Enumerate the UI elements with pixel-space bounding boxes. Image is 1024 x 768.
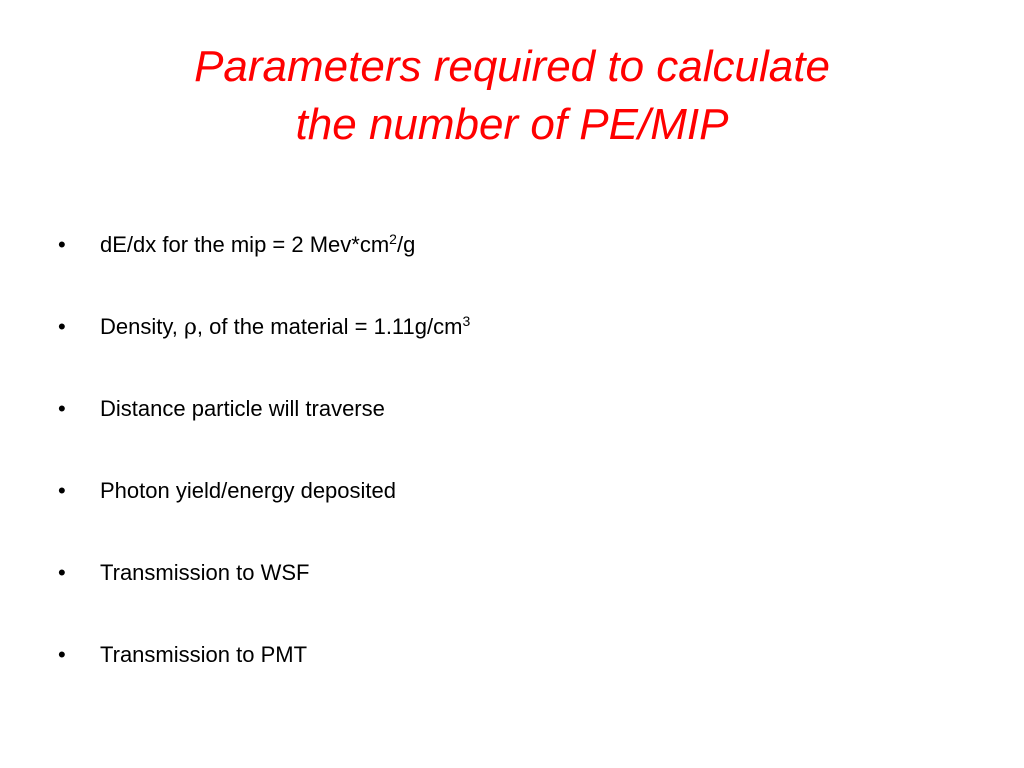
bullet-text [100,226,415,264]
bullet-text [100,308,470,347]
bullet-icon: • [58,478,66,503]
slide-title-line-1: Parameters required to calculate [194,42,830,91]
bullet-text-main: Density, [100,314,184,339]
bullet-icon: • [58,232,66,257]
bullet-text: Transmission to PMT [100,642,308,667]
bullet-list [58,226,958,718]
bullet-item-dedx [58,226,958,308]
bullet-icon: • [58,642,66,667]
bullet-text-suffix: , of the material = 1.11g/cm [196,314,463,339]
bullet-item-distance [58,390,958,472]
superscript: 3 [462,313,471,329]
bullet-text: Distance particle will traverse [100,396,385,421]
bullet-text-suffix: /g [396,232,416,257]
bullet-icon: • [58,314,66,339]
bullet-text-main: dE/dx for the mip = 2 Mev*cm [100,232,390,257]
bullet-item-transmission-wsf [58,554,958,636]
bullet-item-photon-yield [58,472,958,554]
slide-title [60,38,964,154]
bullet-text: Transmission to WSF [100,560,310,585]
bullet-icon: • [58,560,66,585]
superscript: 2 [389,231,397,247]
bullet-icon: • [58,396,66,421]
slide-title-line-2: the number of PE/MIP [295,100,729,149]
rho-symbol: ρ [183,315,197,340]
bullet-item-transmission-pmt [58,636,958,718]
bullet-text: Photon yield/energy deposited [100,478,396,503]
bullet-item-density [58,308,958,390]
